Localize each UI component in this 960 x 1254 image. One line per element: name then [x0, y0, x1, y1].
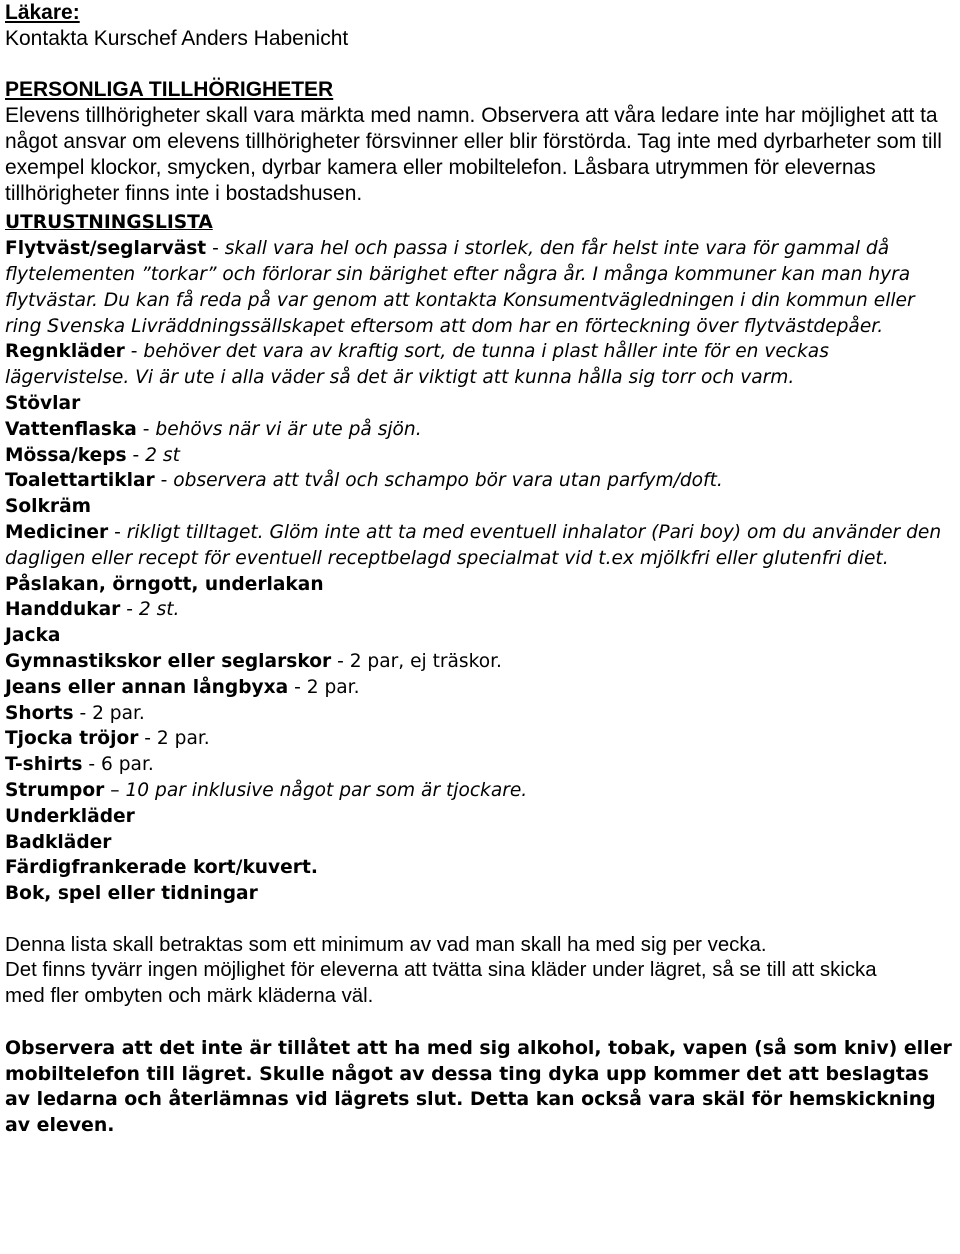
- equipment-item-name: Vattenflaska: [5, 418, 137, 440]
- equipment-item-description: skall vara hel och passa i storlek, den får helst inte vara för gammal då flytelementen ”torkar” och förlorar sin bärighet efter några år. I många kommuner kan man hyra flytvästar. Du kan få reda på var genom att kontakta Konsumentvägledningen i din kommun eller ring Svenska Livräddningssällskapet eftersom att dom har en förteckning över flytvästdepåer.: [5, 238, 915, 337]
- equipment-item-name: Flytväst/seglarväst: [5, 238, 207, 260]
- equipment-item-name: T-shirts: [5, 754, 83, 776]
- equipment-item-description: behövs när vi är ute på sjön.: [155, 418, 422, 440]
- equipment-item-description: rikligt tilltaget. Glöm inte att ta med eventuell inhalator (Pari boy) om du använder den dagligen eller recept för eventuell receptbelagd specialmat vid t.ex mjölkfri eller glutenfri diet.: [5, 521, 942, 569]
- equipment-item: [5, 649, 954, 675]
- belongings-text: Elevens tillhörigheter skall vara märkta med namn. Observera att våra ledare inte har möjlighet att ta något ansvar om elevens tillhörigheter försvinner eller blir förstörda. Tag inte med dyrbarheter som till exempel klockor, smycken, dyrbar kamera eller mobiltelefon. Låsbara utrymmen för elevernas tillhörigheter finns inte i bostadshusen.: [5, 104, 942, 205]
- equipment-item-name: Badkläder: [5, 831, 112, 853]
- equipment-item-name: Solkräm: [5, 496, 91, 518]
- equipment-item: [5, 752, 954, 778]
- equipment-item-name: Toalettartiklar: [5, 470, 155, 492]
- equipment-item: [5, 572, 954, 598]
- equipment-item: [5, 623, 954, 649]
- belongings-heading: PERSONLIGA TILLHÖRIGHETER: [5, 78, 334, 102]
- equipment-item-description: 2 par.: [92, 702, 145, 724]
- equipment-item: [5, 675, 954, 701]
- equipment-item-name: Handdukar: [5, 599, 121, 621]
- equipment-item-name: Färdigfrankerade kort/kuvert.: [5, 857, 318, 879]
- doctor-heading: Läkare:: [5, 1, 80, 24]
- equipment-item-name: Regnkläder: [5, 341, 125, 363]
- warning-text: Observera att det inte är tillåtet att ha med sig alkohol, tobak, vapen (så som kniv) eller mobiltelefon till lägret. Skulle något av dessa ting dyka upp kommer det att beslagtas av ledarna och återlämnas vid lägrets slut. Detta kan också vara skäl för hemskickning av eleven.: [5, 1036, 952, 1137]
- equipment-item-description: 6 par.: [101, 754, 154, 776]
- doctor-contact: Kontakta Kurschef Anders Habenicht: [5, 26, 349, 50]
- equipment-item-separator: -: [126, 444, 146, 466]
- equipment-item-separator: -: [154, 470, 174, 492]
- equipment-item: [5, 520, 954, 572]
- equipment-item-name: Stövlar: [5, 392, 81, 414]
- equipment-item-separator: -: [82, 754, 102, 776]
- equipment-item-description: 2 par.: [306, 676, 360, 698]
- equipment-item-name: Mössa/keps: [5, 444, 127, 466]
- spacer: [5, 907, 954, 933]
- equipment-item-separator: -: [288, 676, 307, 698]
- equipment-item-description: 2 st.: [138, 599, 180, 621]
- equipment-heading: UTRUSTNINGSLISTA: [5, 212, 213, 234]
- equipment-item-separator: -: [120, 599, 139, 621]
- equipment-item-description: 2 st: [145, 444, 180, 466]
- equipment-item-separator: -: [73, 702, 93, 724]
- equipment-item-name: Bok, spel eller tidningar: [5, 883, 258, 905]
- equipment-item: [5, 468, 954, 494]
- equipment-item-name: Strumpor: [5, 779, 105, 801]
- equipment-item-description: 10 par inklusive något par som är tjockare.: [125, 779, 528, 801]
- equipment-item: [5, 417, 954, 443]
- equipment-item-name: Gymnastikskor eller seglarskor: [5, 650, 332, 672]
- equipment-item-description: 2 par.: [156, 728, 210, 750]
- equipment-item-name: Jacka: [5, 625, 61, 647]
- minimum-note-line1: Denna lista skall betraktas som ett minimum av vad man skall ha med sig per vecka.: [5, 933, 767, 956]
- equipment-item: [5, 778, 954, 804]
- equipment-item-description: 2 par, ej träskor.: [349, 650, 502, 672]
- equipment-item: [5, 443, 954, 469]
- equipment-item: [5, 881, 954, 907]
- equipment-item-separator: -: [331, 650, 350, 672]
- equipment-item-separator: -: [206, 238, 225, 260]
- minimum-note-line3: med fler ombyten och märk kläderna väl.: [5, 985, 374, 1008]
- equipment-item: [5, 597, 954, 623]
- equipment-item: [5, 726, 954, 752]
- equipment-item-separator: -: [136, 418, 156, 440]
- minimum-note-line2: Det finns tyvärr ingen möjlighet för eleverna att tvätta sina kläder under lägret, så se till att skicka: [5, 959, 877, 982]
- equipment-item-name: Shorts: [5, 702, 74, 724]
- doctor-section: [5, 0, 954, 52]
- equipment-item-separator: -: [138, 728, 157, 750]
- equipment-item-separator: -: [108, 521, 127, 543]
- spacer: [5, 52, 954, 78]
- equipment-item-name: Tjocka tröjor: [5, 728, 139, 750]
- equipment-item: [5, 494, 954, 520]
- equipment-list: [5, 236, 954, 907]
- equipment-item: [5, 391, 954, 417]
- equipment-item-separator: -: [124, 341, 144, 363]
- equipment-item: [5, 804, 954, 830]
- spacer: [5, 1010, 954, 1036]
- equipment-item-description: behöver det vara av kraftig sort, de tunna i plast håller inte för en veckas lägervistelse. Vi är ute i alla väder så det är viktigt att kunna hålla sig torr och varm.: [5, 341, 829, 389]
- equipment-item-name: Påslakan, örngott, underlakan: [5, 573, 324, 595]
- equipment-item-name: Mediciner: [5, 521, 109, 543]
- equipment-item: [5, 830, 954, 856]
- minimum-note: [5, 933, 954, 1010]
- equipment-section: [5, 210, 954, 907]
- equipment-item-description: observera att tvål och schampo bör vara utan parfym/doft.: [173, 470, 723, 492]
- equipment-item: [5, 236, 954, 339]
- equipment-item: [5, 855, 954, 881]
- equipment-item: [5, 339, 954, 391]
- equipment-item: [5, 701, 954, 727]
- equipment-item-name: Jeans eller annan långbyxa: [5, 676, 289, 698]
- equipment-item-name: Underkläder: [5, 805, 135, 827]
- equipment-item-separator: –: [104, 779, 126, 801]
- belongings-section: [5, 77, 954, 206]
